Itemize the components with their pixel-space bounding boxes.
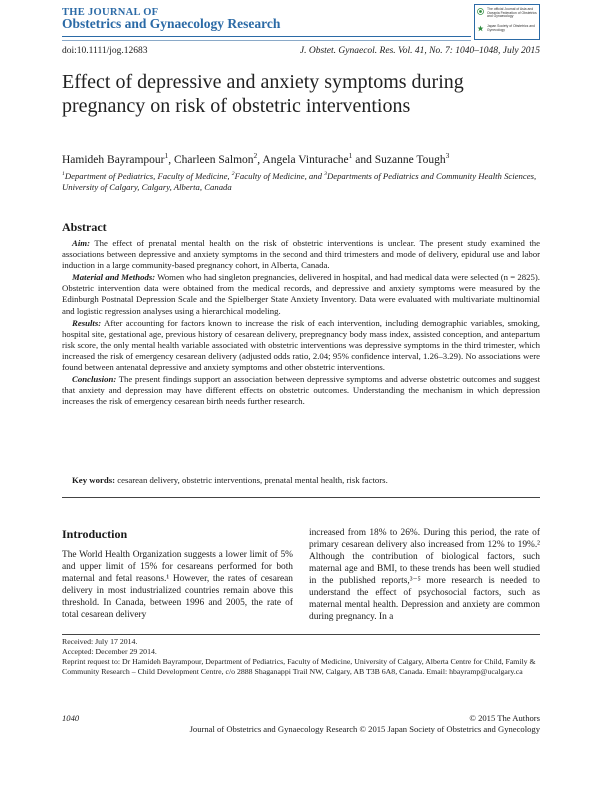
author-sup: 2 bbox=[253, 151, 258, 161]
copyright-authors: © 2015 The Authors bbox=[469, 713, 540, 723]
section-label: Material and Methods: bbox=[72, 272, 156, 283]
header-rule-thin bbox=[62, 40, 471, 41]
affiliation-sup: 1 bbox=[62, 171, 65, 178]
keywords-text: cesarean delivery, obstetric interventions, prenatal mental health, risk factors. bbox=[117, 475, 388, 485]
affiliation-text: Departments of Pediatrics and Community Health Sciences, University of Calgary, Calgary, Alberta, Canada bbox=[62, 171, 537, 192]
doi[interactable]: doi:10.1111/jog.12683 bbox=[62, 46, 148, 56]
received-date: Received: July 17 2014. bbox=[62, 637, 138, 646]
jsog-emblem-icon bbox=[477, 25, 484, 32]
reprint-request: Reprint request to: Dr Hamideh Bayrampour, Department of Pediatrics, Faculty of Medicine, University of Calgary, Alberta Centre for Child, Family & Community Research – Child Development Centre, c/o 2888 Shaganappi Trail NW, Calgary, AB T3B 6A8, Canada. Email: hbayramp@ucalgary.ca bbox=[62, 656, 536, 676]
author-sup: 1 bbox=[164, 151, 169, 161]
society-logos bbox=[474, 4, 540, 40]
section-text: Women who had singleton pregnancies, delivered in hospital, and had medical data were selected (n = 2825). Obstetric intervention data were obtained from the medical records, and depressive and anxiety symptoms were measured by the Edinburgh Postnatal Depression Scale and the Spielberger State Anxiety Inventory. Data were evaluated with multivariate multinomial and logistic regression analyses using a hierarchical modeling. bbox=[62, 272, 540, 316]
section-text: The present findings support an association between depressive symptoms and adverse obstetric outcomes and suggest that anxiety and depression may have different effects on obstetric outcomes. Understanding the mechanism in which depression increases the risk of emergency cesarean birth needs further research. bbox=[62, 374, 541, 407]
citation: J. Obstet. Gynaecol. Res. Vol. 41, No. 7: 1040–1048, July 2015 bbox=[299, 46, 540, 56]
header-rule bbox=[62, 36, 471, 37]
author-sep: , bbox=[257, 154, 263, 166]
page-number: 1040 bbox=[62, 713, 80, 723]
logo-text-1: The official Journal of Asia and Oceania Federation of Obstetrics and Gynaecology bbox=[487, 7, 537, 19]
intro-heading: Introduction bbox=[62, 527, 128, 541]
author-sup: 1 bbox=[348, 151, 353, 161]
section-text: After accounting for factors known to increase the risk of each intervention, including demographic variables, smoking, hospital site, gestational age, previous history of cesarean delivery, prepregnancy body mass index, assisted conception, and antepartum risk score, the only mental health variable associated with obstetric interventions was depressive symptoms in the third trimester, which increased the risk of emergency cesarean delivery (adjusted odds ratio, 2.04; 95% confidence interval, 1.26–3.29). No associations were found between antenatal depressive and anxiety symptoms and other obstetric interventions. bbox=[62, 317, 540, 373]
section-label: Results: bbox=[72, 317, 102, 328]
abstract-heading: Abstract bbox=[62, 220, 107, 234]
accepted-date: Accepted: December 29 2014. bbox=[62, 646, 157, 656]
author-name: Angela Vinturache bbox=[262, 154, 349, 166]
intro-left-column: The World Health Organization suggests a lower limit of 5% and upper limit of 15% for cesareans performed for both maternal and fetal reasons.¹ However, the rates of cesarean delivery in most industrialized countries remain above this threshold. In Canada, between 1996 and 2005, the rate of total cesarean delivery bbox=[62, 550, 293, 620]
affiliation-sup: 2 bbox=[231, 171, 235, 178]
footnote-divider bbox=[62, 634, 540, 635]
author-sup: 3 bbox=[445, 151, 450, 161]
affiliation-text: Faculty of Medicine, and bbox=[234, 171, 325, 181]
author-sep: , bbox=[168, 154, 174, 166]
author-name: Suzanne Tough bbox=[374, 154, 446, 166]
abstract-aim bbox=[62, 238, 540, 271]
society-emblem-icon bbox=[477, 8, 484, 15]
abstract-divider bbox=[62, 497, 540, 498]
intro-right-column: increased from 18% to 26%. During this period, the rate of primary cesarean delivery also increased from 12% to 19%.² Although the contribution of biological factors, such maternal age and BMI, to these trends has been well studied in the published reports,³⁻⁵ more research is needed to understand the effect of psychosocial factors, such as maternal mental health. Depression and anxiety are common during pregnancy. In a bbox=[309, 528, 540, 622]
journal-tagline: THE JOURNAL OF bbox=[62, 7, 159, 18]
abstract-body bbox=[62, 238, 540, 408]
abstract-results bbox=[62, 318, 540, 373]
affiliation-text: Department of Pediatrics, Faculty of Medicine, bbox=[64, 171, 232, 181]
abstract-conclusion bbox=[62, 374, 540, 407]
keywords bbox=[62, 475, 540, 485]
section-label: Conclusion: bbox=[72, 374, 117, 385]
author-list bbox=[62, 151, 542, 166]
author-sep: and bbox=[352, 154, 375, 166]
affiliation-sup: 3 bbox=[324, 171, 327, 178]
author-name: Charleen Salmon bbox=[174, 154, 254, 166]
section-label: Aim: bbox=[72, 238, 90, 248]
author-name: Hamideh Bayrampour bbox=[62, 154, 165, 166]
keywords-label: Key words: bbox=[72, 475, 116, 485]
section-text: The effect of prenatal mental health on the risk of obstetric interventions is unclear. The present study examined the associations between depressive and anxiety symptoms in the second and third trimesters and mode of delivery, epidural use and labor induction in a large community-based pregnancy cohort, in Alberta, Canada. bbox=[62, 238, 541, 271]
journal-name: Obstetrics and Gynaecology Research bbox=[62, 16, 281, 31]
footnotes bbox=[62, 637, 540, 677]
affiliations bbox=[62, 171, 542, 193]
abstract-methods bbox=[62, 272, 540, 316]
copyright-journal: Journal of Obstetrics and Gynaecology Research © 2015 Japan Society of Obstetrics and Gynecology bbox=[189, 724, 540, 734]
article-title: Effect of depressive and anxiety symptoms during pregnancy on risk of obstetric interventions bbox=[62, 71, 464, 117]
logo-text-2: Japan Society of Obstetrics and Gynecology bbox=[487, 24, 535, 32]
